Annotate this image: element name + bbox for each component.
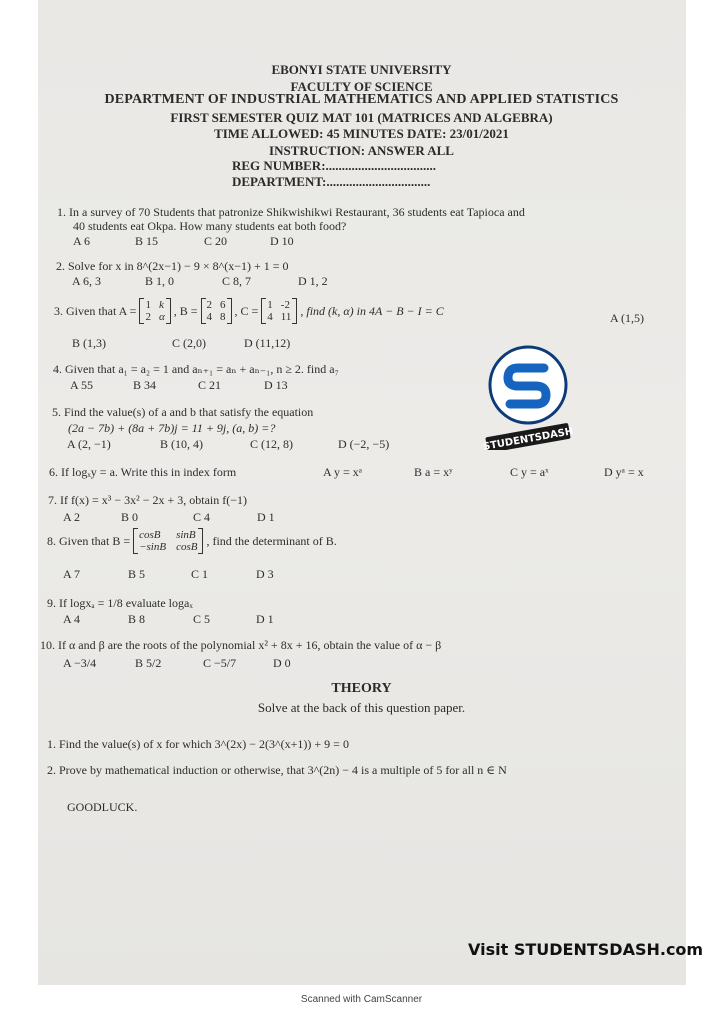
faculty-name: FACULTY OF SCIENCE: [290, 79, 433, 94]
question-5-option-d: D (−2, −5): [338, 437, 390, 451]
question-3-suffix: , find (k, α) in 4A − B − I = C: [300, 303, 444, 318]
matrix-b-cell: 2: [206, 299, 212, 311]
matrix-a-cell: 1: [145, 299, 151, 311]
matrix-cell: −sinB: [139, 541, 167, 553]
theory-title: THEORY: [331, 681, 392, 696]
question-6-option-d: D yᵃ = x: [604, 465, 644, 479]
department-field: DEPARTMENT:................................: [232, 174, 431, 189]
question-8-option-d: D 3: [256, 567, 274, 581]
theory-subtitle: Solve at the back of this question paper.: [257, 700, 466, 715]
question-7-option-b: B 0: [121, 510, 139, 524]
question-10-option-a: A −3/4: [63, 656, 97, 670]
question-5-line-1: 5. Find the value(s) of a and b that satisfy the equation: [52, 405, 314, 419]
question-3-option-c: C (2,0): [172, 336, 206, 350]
matrix-c-cell: -2: [280, 299, 290, 311]
logo-label: STUDENTSDASH: [482, 426, 575, 450]
question-3-option-b: B (1,3): [72, 336, 106, 350]
matrix-b-trig: [133, 528, 203, 554]
question-7-option-d: D 1: [257, 510, 275, 524]
question-1-option-b: B 15: [135, 234, 159, 248]
question-7-option-c: C 4: [193, 510, 211, 524]
question-8-prefix: 8. Given that B =: [47, 533, 131, 548]
goodluck-text: GOODLUCK.: [67, 800, 138, 814]
question-1-line-1: 1. In a survey of 70 Students that patronize Shikwishikwi Restaurant, 36 students eat Tapioca and: [57, 205, 525, 219]
visit-website-text: Visit STUDENTSDASH.com: [468, 940, 704, 959]
question-3-text: [54, 298, 444, 324]
question-8-option-b: B 5: [128, 567, 146, 581]
question-2-text: 2. Solve for x in 8^(2x−1) − 9 × 8^(x−1) + 1 = 0: [56, 259, 289, 273]
question-6-option-c: C y = aˣ: [510, 465, 549, 479]
question-9-text: 9. If logxₐ = 1/8 evaluate logaₓ: [47, 596, 193, 610]
question-6-option-b: B a = xʸ: [414, 465, 453, 479]
question-1-option-a: A 6: [73, 234, 91, 248]
question-7-option-a: A 2: [63, 510, 81, 524]
question-3-option-a: A (1,5): [610, 311, 644, 325]
reg-number-field: REG NUMBER:..................................: [232, 158, 437, 173]
question-9-option-b: B 8: [128, 612, 146, 626]
question-8-option-c: C 1: [191, 567, 209, 581]
question-2-option-c: C 8, 7: [222, 274, 252, 288]
question-8-suffix: , find the determinant of B.: [206, 533, 337, 548]
question-4-option-a: A 55: [70, 378, 94, 392]
matrix-a-cell: k: [158, 299, 164, 311]
question-10-option-c: C −5/7: [203, 656, 237, 670]
matrix-c: [261, 298, 297, 324]
question-5-option-c: C (12, 8): [250, 437, 293, 451]
question-9-option-d: D 1: [256, 612, 274, 626]
question-3-option-d: D (11,12): [244, 336, 291, 350]
question-3-prefix: 3. Given that A =: [54, 303, 137, 318]
logo-s-icon: [478, 340, 578, 450]
matrix-c-cell: 4: [267, 311, 273, 323]
question-3-sep-b: , B =: [173, 303, 198, 318]
university-name: EBONYI STATE UNIVERSITY: [271, 62, 452, 77]
course-title: FIRST SEMESTER QUIZ MAT 101 (MATRICES AND ALGEBRA): [170, 110, 553, 125]
matrix-b-cell: 8: [220, 311, 226, 323]
question-3-sep-c: , C =: [234, 303, 259, 318]
theory-question-1: 1. Find the value(s) of x for which 3^(2x) − 2(3^(x+1)) + 9 = 0: [47, 737, 349, 751]
question-1-option-c: C 20: [204, 234, 228, 248]
matrix-a-cell: 2: [145, 311, 151, 323]
matrix-c-cell: 11: [280, 311, 292, 323]
studentsdash-logo: [478, 340, 578, 450]
question-4-option-b: B 34: [133, 378, 157, 392]
department-name: DEPARTMENT OF INDUSTRIAL MATHEMATICS AND APPLIED STATISTICS: [104, 92, 619, 107]
question-2-option-b: B 1, 0: [145, 274, 175, 288]
instruction: INSTRUCTION: ANSWER ALL: [269, 143, 454, 158]
matrix-cell: sinB: [176, 529, 196, 541]
question-10-option-b: B 5/2: [135, 656, 162, 670]
matrix-cell: cosB: [139, 529, 161, 541]
question-7-text: 7. If f(x) = x³ − 3x² − 2x + 3, obtain f(−1): [48, 493, 247, 507]
matrix-b-cell: 6: [220, 299, 226, 311]
matrix-cell: cosB: [176, 541, 198, 553]
question-1-option-d: D 10: [270, 234, 294, 248]
question-10-text: 10. If α and β are the roots of the polynomial x² + 8x + 16, obtain the value of α − β: [40, 638, 442, 652]
question-4-option-d: D 13: [264, 378, 288, 392]
question-2-option-a: A 6, 3: [72, 274, 102, 288]
matrix-a: [139, 298, 170, 324]
matrix-b-cell: 4: [206, 311, 212, 323]
question-4-text: 4. Given that a₁ = a₂ = 1 and aₙ₊₁ = aₙ + aₙ₋₁, n ≥ 2. find a₇: [53, 362, 339, 376]
time-date: TIME ALLOWED: 45 MINUTES DATE: 23/01/2021: [214, 126, 509, 141]
matrix-b: [201, 298, 232, 324]
question-8-text: [47, 528, 337, 554]
question-5-option-a: A (2, −1): [67, 437, 111, 451]
question-2-option-d: D 1, 2: [298, 274, 328, 288]
question-9-option-c: C 5: [193, 612, 211, 626]
question-6-option-a: A y = xᵃ: [323, 465, 363, 479]
matrix-a-cell: α: [158, 311, 165, 323]
question-10-option-d: D 0: [273, 656, 291, 670]
question-9-option-a: A 4: [63, 612, 81, 626]
question-1-line-2: 40 students eat Okpa. How many students eat both food?: [73, 219, 347, 233]
theory-question-2: 2. Prove by mathematical induction or otherwise, that 3^(2n) − 4 is a multiple of 5 for all n ∈ N: [47, 763, 507, 777]
question-5-option-b: B (10, 4): [160, 437, 203, 451]
matrix-c-cell: 1: [267, 299, 273, 311]
question-4-option-c: C 21: [198, 378, 222, 392]
question-5-line-2: (2a − 7b) + (8a + 7b)j = 11 + 9j, (a, b) =?: [68, 421, 276, 435]
question-8-option-a: A 7: [63, 567, 81, 581]
scanner-watermark: Scanned with CamScanner: [300, 994, 423, 1005]
question-6-text: 6. If logₓy = a. Write this in index form: [49, 465, 237, 479]
